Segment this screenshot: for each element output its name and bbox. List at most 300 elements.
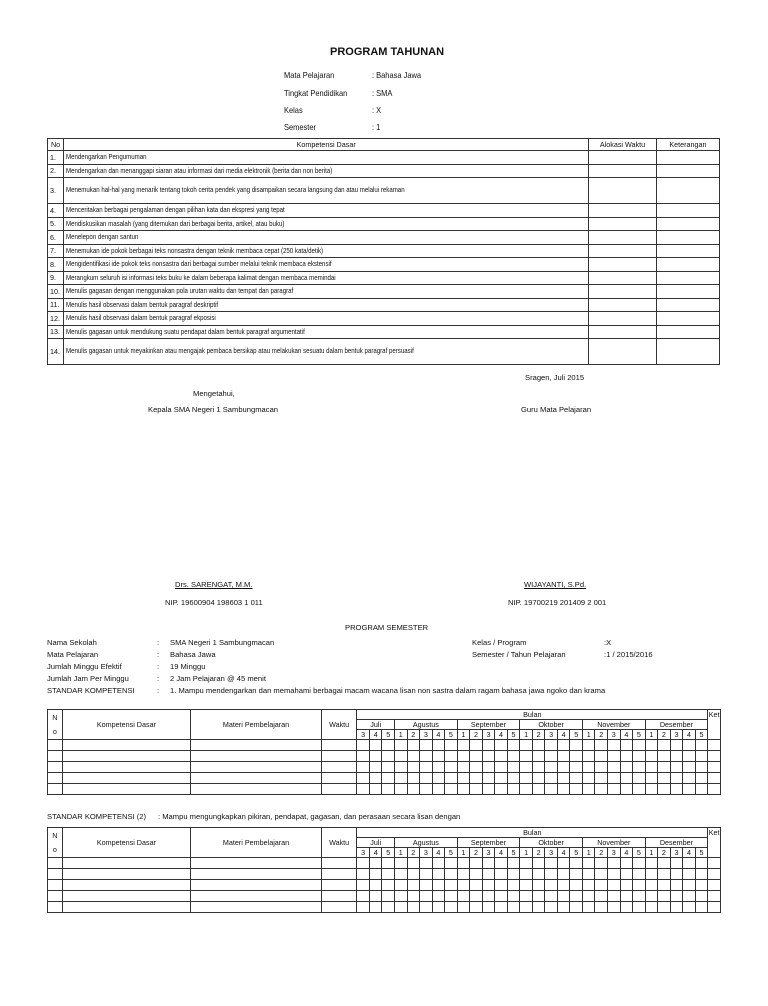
empty-cell bbox=[357, 869, 370, 880]
empty-cell bbox=[357, 762, 370, 773]
guru-title: Guru Mata Pelajaran bbox=[521, 405, 592, 414]
empty-cell bbox=[369, 869, 382, 880]
empty-cell bbox=[570, 869, 583, 880]
promes-meta-value: Bahasa Jawa bbox=[170, 650, 216, 659]
empty-cell bbox=[357, 740, 370, 751]
empty-cell bbox=[48, 740, 63, 751]
row-kd bbox=[64, 339, 589, 365]
empty-cell bbox=[608, 902, 621, 913]
empty-cell bbox=[595, 773, 608, 784]
row-alokasi bbox=[589, 151, 657, 165]
row-kd-text: Menceritakan berbagai pengalaman dengan pilihan kata dan ekspresi yang tepat bbox=[66, 205, 285, 214]
empty-cell bbox=[407, 784, 420, 795]
empty-cell bbox=[645, 751, 658, 762]
month-desember: Desember bbox=[645, 838, 708, 848]
empty-cell bbox=[570, 880, 583, 891]
empty-cell bbox=[582, 784, 595, 795]
empty-cell bbox=[495, 762, 508, 773]
row-kd-text: Merangkum seluruh isi informasi teks buku ke dalam beberapa kalimat dengan membaca memindai bbox=[66, 272, 336, 282]
week-cell: 1 bbox=[394, 730, 407, 740]
week-cell: 2 bbox=[658, 848, 671, 858]
empty-cell bbox=[445, 880, 458, 891]
empty-cell bbox=[532, 751, 545, 762]
empty-cell bbox=[557, 773, 570, 784]
promes-meta-label: Nama Sekolah bbox=[47, 638, 97, 647]
empty-cell bbox=[482, 891, 495, 902]
col-no-bottom: o bbox=[52, 726, 57, 736]
empty-cell bbox=[62, 773, 191, 784]
row-number: 2. bbox=[48, 164, 64, 178]
empty-cell bbox=[545, 773, 558, 784]
week-cell: 5 bbox=[382, 730, 395, 740]
col-materi: Materi Pembelajaran bbox=[191, 710, 322, 740]
empty-cell bbox=[470, 891, 483, 902]
empty-cell bbox=[582, 891, 595, 902]
col-ket: Keterangan bbox=[656, 139, 719, 151]
week-cell: 1 bbox=[520, 848, 533, 858]
row-alokasi bbox=[589, 204, 657, 218]
empty-cell bbox=[457, 762, 470, 773]
meta-label: Kelas bbox=[284, 105, 303, 115]
empty-cell bbox=[470, 869, 483, 880]
empty-cell bbox=[321, 858, 357, 869]
empty-cell bbox=[670, 858, 683, 869]
row-ket bbox=[656, 204, 719, 218]
empty-cell bbox=[633, 784, 646, 795]
empty-cell bbox=[62, 740, 191, 751]
empty-cell bbox=[407, 880, 420, 891]
empty-cell bbox=[633, 869, 646, 880]
week-cell: 5 bbox=[695, 730, 708, 740]
empty-cell bbox=[708, 858, 721, 869]
week-cell: 1 bbox=[582, 730, 595, 740]
table-row bbox=[48, 285, 720, 299]
week-cell: 4 bbox=[495, 730, 508, 740]
empty-cell bbox=[670, 773, 683, 784]
empty-cell bbox=[495, 902, 508, 913]
empty-cell bbox=[620, 880, 633, 891]
empty-cell bbox=[683, 902, 696, 913]
row-ket bbox=[656, 285, 719, 299]
empty-cell bbox=[321, 869, 357, 880]
row-kd bbox=[64, 271, 589, 285]
week-cell: 4 bbox=[432, 848, 445, 858]
empty-cell bbox=[683, 891, 696, 902]
week-cell: 3 bbox=[357, 848, 370, 858]
table-row bbox=[48, 204, 720, 218]
row-kd bbox=[64, 325, 589, 339]
row-kd-text: Menelepon dengan santun bbox=[66, 232, 139, 241]
row-ket bbox=[656, 312, 719, 326]
empty-cell bbox=[645, 891, 658, 902]
month-juli: Juli bbox=[357, 838, 395, 848]
empty-cell bbox=[495, 740, 508, 751]
week-cell: 3 bbox=[357, 730, 370, 740]
empty-cell bbox=[570, 891, 583, 902]
table-row bbox=[48, 891, 721, 902]
col-kd: Kompetensi Dasar bbox=[62, 710, 191, 740]
table-row bbox=[48, 217, 720, 231]
row-number: 9. bbox=[48, 271, 64, 285]
empty-cell bbox=[191, 762, 322, 773]
empty-cell bbox=[545, 902, 558, 913]
empty-cell bbox=[407, 773, 420, 784]
row-alokasi bbox=[589, 258, 657, 272]
row-ket bbox=[656, 325, 719, 339]
table-row bbox=[48, 880, 721, 891]
table-row bbox=[48, 231, 720, 245]
table-row bbox=[48, 339, 720, 365]
empty-cell bbox=[658, 891, 671, 902]
empty-cell bbox=[457, 902, 470, 913]
meta-value: : SMA bbox=[372, 88, 393, 98]
table-row bbox=[48, 325, 720, 339]
row-ket bbox=[656, 339, 719, 365]
empty-cell bbox=[670, 762, 683, 773]
empty-cell bbox=[369, 740, 382, 751]
promes-meta-label: Jumlah Minggu Efektif bbox=[47, 662, 122, 671]
table-row bbox=[48, 784, 721, 795]
empty-cell bbox=[507, 891, 520, 902]
empty-cell bbox=[595, 784, 608, 795]
month-november: November bbox=[582, 720, 645, 730]
week-cell: 2 bbox=[470, 730, 483, 740]
week-cell: 5 bbox=[695, 848, 708, 858]
col-materi: Materi Pembelajaran bbox=[191, 828, 322, 858]
empty-cell bbox=[695, 784, 708, 795]
empty-cell bbox=[557, 740, 570, 751]
empty-cell bbox=[420, 784, 433, 795]
empty-cell bbox=[482, 858, 495, 869]
week-cell: 1 bbox=[582, 848, 595, 858]
week-cell: 5 bbox=[570, 730, 583, 740]
empty-cell bbox=[557, 784, 570, 795]
month-desember: Desember bbox=[645, 720, 708, 730]
week-cell: 4 bbox=[369, 848, 382, 858]
empty-cell bbox=[394, 762, 407, 773]
empty-cell bbox=[582, 751, 595, 762]
week-cell: 2 bbox=[470, 848, 483, 858]
row-kd bbox=[64, 258, 589, 272]
month-september: September bbox=[457, 720, 520, 730]
col-no-top: N bbox=[52, 712, 58, 722]
empty-cell bbox=[620, 740, 633, 751]
week-cell: 4 bbox=[683, 730, 696, 740]
empty-cell bbox=[595, 891, 608, 902]
col-kd: Kompetensi Dasar bbox=[64, 139, 589, 151]
empty-cell bbox=[357, 784, 370, 795]
empty-cell bbox=[482, 880, 495, 891]
empty-cell bbox=[595, 902, 608, 913]
row-kd-text: Mendiskusikan masalah (yang ditemukan dari berbagai berita, artikel, atau buku) bbox=[66, 218, 285, 228]
promes-title: PROGRAM SEMESTER bbox=[345, 623, 429, 632]
promes-meta-sep: : bbox=[157, 650, 160, 659]
empty-cell bbox=[191, 891, 322, 902]
empty-cell bbox=[394, 869, 407, 880]
empty-cell bbox=[321, 740, 357, 751]
empty-cell bbox=[48, 762, 63, 773]
row-kd-text: Mendengarkan dan menanggapi siaran atau informasi dari media elektronik (berita dan non berita) bbox=[66, 165, 333, 175]
empty-cell bbox=[457, 880, 470, 891]
empty-cell bbox=[520, 762, 533, 773]
sk2-label: STANDAR KOMPETENSI (2) bbox=[47, 812, 147, 821]
empty-cell bbox=[48, 891, 63, 902]
empty-cell bbox=[520, 751, 533, 762]
empty-cell bbox=[570, 740, 583, 751]
mengetahui-label: Mengetahui, bbox=[193, 389, 235, 398]
empty-cell bbox=[369, 784, 382, 795]
empty-cell bbox=[645, 902, 658, 913]
empty-cell bbox=[369, 751, 382, 762]
row-kd-text: Menulis gagasan dengan menggunakan pola urutan waktu dan tempat dan paragraf bbox=[66, 286, 294, 295]
empty-cell bbox=[545, 740, 558, 751]
month-juli: Juli bbox=[357, 720, 395, 730]
col-waktu: Waktu bbox=[321, 710, 357, 740]
empty-cell bbox=[520, 869, 533, 880]
empty-cell bbox=[683, 784, 696, 795]
empty-cell bbox=[557, 869, 570, 880]
week-cell: 5 bbox=[507, 848, 520, 858]
empty-cell bbox=[582, 740, 595, 751]
empty-cell bbox=[432, 784, 445, 795]
empty-cell bbox=[482, 773, 495, 784]
empty-cell bbox=[645, 858, 658, 869]
kepala-name: Drs. SARENGAT, M.M. bbox=[175, 580, 253, 589]
empty-cell bbox=[357, 902, 370, 913]
week-cell: 4 bbox=[557, 730, 570, 740]
empty-cell bbox=[357, 751, 370, 762]
empty-cell bbox=[557, 902, 570, 913]
week-cell: 4 bbox=[557, 848, 570, 858]
row-kd bbox=[64, 151, 589, 165]
empty-cell bbox=[708, 869, 721, 880]
empty-cell bbox=[633, 740, 646, 751]
month-oktober: Oktober bbox=[520, 720, 583, 730]
promes-meta-value: SMA Negeri 1 Sambungmacan bbox=[170, 638, 275, 647]
empty-cell bbox=[582, 869, 595, 880]
kepala-title: Kepala SMA Negeri 1 Sambungmacan bbox=[148, 405, 279, 414]
empty-cell bbox=[62, 880, 191, 891]
empty-cell bbox=[532, 880, 545, 891]
empty-cell bbox=[582, 762, 595, 773]
week-cell: 3 bbox=[608, 848, 621, 858]
empty-cell bbox=[532, 891, 545, 902]
empty-cell bbox=[495, 880, 508, 891]
empty-cell bbox=[369, 891, 382, 902]
empty-cell bbox=[695, 902, 708, 913]
empty-cell bbox=[420, 773, 433, 784]
empty-cell bbox=[482, 751, 495, 762]
empty-cell bbox=[470, 784, 483, 795]
meta-label: Tingkat Pendidikan bbox=[284, 88, 348, 98]
empty-cell bbox=[48, 902, 63, 913]
week-cell: 5 bbox=[382, 848, 395, 858]
empty-cell bbox=[482, 784, 495, 795]
empty-cell bbox=[545, 751, 558, 762]
empty-cell bbox=[620, 891, 633, 902]
empty-cell bbox=[708, 902, 721, 913]
empty-cell bbox=[520, 891, 533, 902]
table-row bbox=[48, 751, 721, 762]
empty-cell bbox=[545, 869, 558, 880]
week-cell: 2 bbox=[407, 730, 420, 740]
empty-cell bbox=[520, 784, 533, 795]
empty-cell bbox=[470, 880, 483, 891]
table-row bbox=[48, 164, 720, 178]
empty-cell bbox=[482, 902, 495, 913]
guru-nip: NIP. 19700219 201409 2 001 bbox=[508, 598, 607, 607]
empty-cell bbox=[633, 880, 646, 891]
empty-cell bbox=[407, 858, 420, 869]
empty-cell bbox=[507, 762, 520, 773]
empty-cell bbox=[382, 740, 395, 751]
empty-cell bbox=[582, 880, 595, 891]
table-row bbox=[48, 858, 721, 869]
empty-cell bbox=[658, 773, 671, 784]
empty-cell bbox=[470, 902, 483, 913]
row-ket bbox=[656, 244, 719, 258]
col-no: No bbox=[48, 139, 64, 151]
empty-cell bbox=[495, 751, 508, 762]
empty-cell bbox=[608, 891, 621, 902]
col-alokasi: Alokasi Waktu bbox=[589, 139, 657, 151]
week-cell: 2 bbox=[532, 848, 545, 858]
empty-cell bbox=[382, 784, 395, 795]
empty-cell bbox=[695, 880, 708, 891]
empty-cell bbox=[321, 784, 357, 795]
empty-cell bbox=[357, 858, 370, 869]
empty-cell bbox=[532, 784, 545, 795]
empty-cell bbox=[470, 762, 483, 773]
empty-cell bbox=[670, 784, 683, 795]
empty-cell bbox=[382, 751, 395, 762]
empty-cell bbox=[321, 762, 357, 773]
promes-meta-value: 2 Jam Pelajaran @ 45 menit bbox=[170, 674, 266, 683]
empty-cell bbox=[708, 773, 721, 784]
empty-cell bbox=[321, 880, 357, 891]
empty-cell bbox=[608, 784, 621, 795]
empty-cell bbox=[382, 880, 395, 891]
empty-cell bbox=[570, 784, 583, 795]
empty-cell bbox=[457, 891, 470, 902]
empty-cell bbox=[394, 902, 407, 913]
row-kd-text: Menemukan hal-hal yang menarik tentang tokoh cerita pendek yang disampaikan secara langsung dan atau melalui rekaman bbox=[66, 185, 405, 195]
week-cell: 4 bbox=[620, 848, 633, 858]
row-alokasi bbox=[589, 244, 657, 258]
week-cell: 4 bbox=[620, 730, 633, 740]
empty-cell bbox=[62, 891, 191, 902]
col-kd: Kompetensi Dasar bbox=[62, 828, 191, 858]
empty-cell bbox=[62, 902, 191, 913]
empty-cell bbox=[191, 858, 322, 869]
empty-cell bbox=[432, 751, 445, 762]
col-waktu: Waktu bbox=[321, 828, 357, 858]
empty-cell bbox=[420, 858, 433, 869]
empty-cell bbox=[407, 751, 420, 762]
empty-cell bbox=[658, 902, 671, 913]
promes-meta-sep: : bbox=[157, 686, 160, 695]
empty-cell bbox=[545, 891, 558, 902]
table-row bbox=[48, 244, 720, 258]
empty-cell bbox=[658, 880, 671, 891]
week-cell: 3 bbox=[670, 848, 683, 858]
week-cell: 3 bbox=[545, 730, 558, 740]
empty-cell bbox=[683, 762, 696, 773]
week-cell: 5 bbox=[570, 848, 583, 858]
empty-cell bbox=[191, 751, 322, 762]
empty-cell bbox=[495, 858, 508, 869]
empty-cell bbox=[608, 740, 621, 751]
empty-cell bbox=[369, 762, 382, 773]
empty-cell bbox=[420, 891, 433, 902]
row-kd bbox=[64, 178, 589, 204]
header-row bbox=[48, 710, 721, 720]
week-cell: 4 bbox=[495, 848, 508, 858]
week-cell: 1 bbox=[394, 848, 407, 858]
empty-cell bbox=[357, 891, 370, 902]
empty-cell bbox=[620, 858, 633, 869]
empty-cell bbox=[670, 740, 683, 751]
promes-meta-sep: : bbox=[157, 662, 160, 671]
empty-cell bbox=[445, 751, 458, 762]
empty-cell bbox=[708, 762, 721, 773]
empty-cell bbox=[620, 773, 633, 784]
row-number: 1. bbox=[48, 151, 64, 165]
empty-cell bbox=[321, 773, 357, 784]
empty-cell bbox=[394, 784, 407, 795]
col-no bbox=[48, 710, 63, 740]
empty-cell bbox=[708, 784, 721, 795]
empty-cell bbox=[670, 902, 683, 913]
row-kd-text: Mengidentifikasi ide pokok teks nonsastra dari berbagai sumber melalui teknik membaca ekstensif bbox=[66, 259, 332, 268]
empty-cell bbox=[495, 869, 508, 880]
empty-cell bbox=[595, 858, 608, 869]
table-row bbox=[48, 869, 721, 880]
empty-cell bbox=[507, 773, 520, 784]
row-ket bbox=[656, 258, 719, 272]
empty-cell bbox=[48, 773, 63, 784]
place-date: Sragen, Juli 2015 bbox=[525, 373, 585, 382]
row-ket bbox=[656, 164, 719, 178]
empty-cell bbox=[570, 751, 583, 762]
empty-cell bbox=[695, 762, 708, 773]
empty-cell bbox=[645, 762, 658, 773]
empty-cell bbox=[670, 880, 683, 891]
empty-cell bbox=[645, 784, 658, 795]
row-number: 5. bbox=[48, 217, 64, 231]
promes-meta-sep: : bbox=[157, 674, 160, 683]
row-alokasi bbox=[589, 178, 657, 204]
empty-cell bbox=[62, 762, 191, 773]
empty-cell bbox=[520, 880, 533, 891]
empty-cell bbox=[394, 858, 407, 869]
week-cell: 1 bbox=[457, 848, 470, 858]
empty-cell bbox=[420, 762, 433, 773]
table-row bbox=[48, 271, 720, 285]
table-row bbox=[48, 151, 720, 165]
kepala-nip: NIP. 19600904 198603 1 011 bbox=[165, 598, 263, 607]
row-alokasi bbox=[589, 339, 657, 365]
row-number: 14. bbox=[48, 339, 64, 365]
empty-cell bbox=[507, 869, 520, 880]
empty-cell bbox=[620, 751, 633, 762]
col-no bbox=[48, 828, 63, 858]
table-row bbox=[48, 762, 721, 773]
empty-cell bbox=[191, 880, 322, 891]
empty-cell bbox=[532, 773, 545, 784]
empty-cell bbox=[62, 751, 191, 762]
week-cell: 1 bbox=[645, 730, 658, 740]
